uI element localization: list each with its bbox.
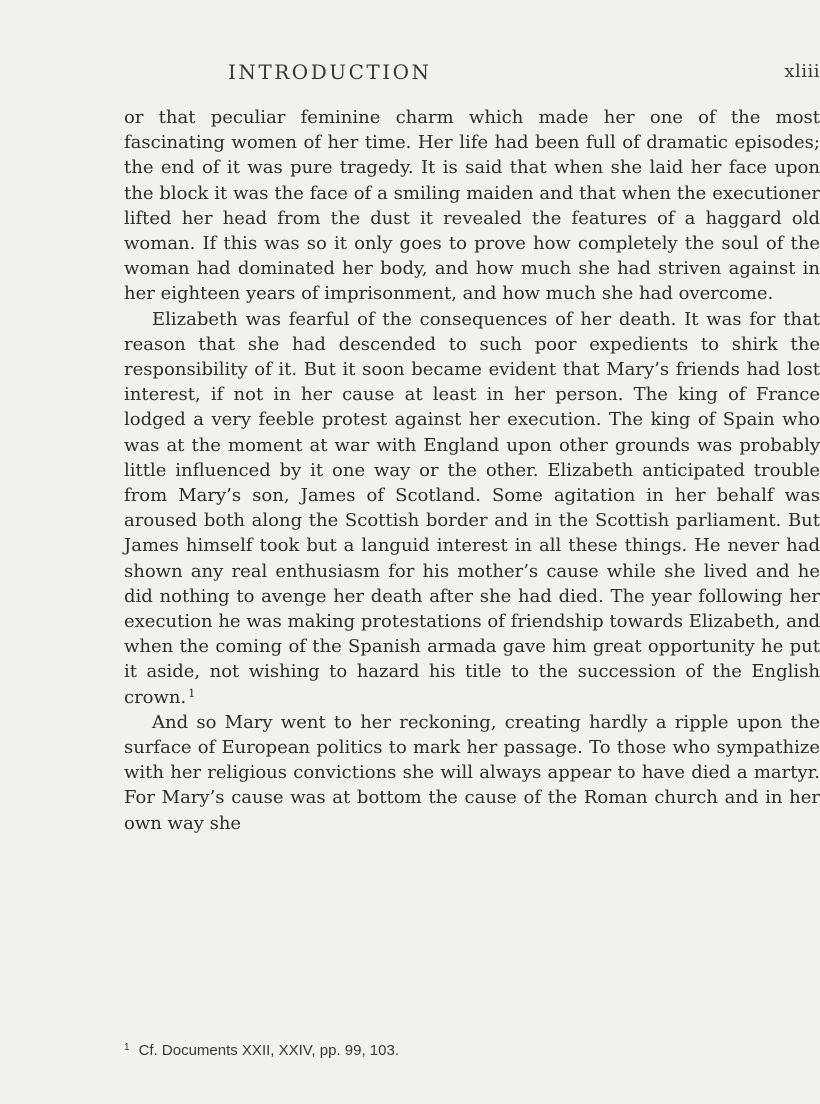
footnote [124,1042,820,1059]
footnote-reference: 1 [188,686,196,700]
paragraph: And so Mary went to her reckoning, creating hardly a ripple upon the surface of European politics to mark her passage. To those who sympathize with her religious convictions she will always appear to have died a martyr. For Mary’s cause was at bottom the cause of the Roman church and in her own way she [124,711,820,834]
page-header [124,60,820,92]
running-title: INTRODUCTION [228,60,432,84]
page-number: xliii [784,61,820,82]
footnote-text: Cf. Documents XXII, XXIV, pp. 99, 103. [138,1042,399,1059]
paragraph: or that peculiar feminine charm which made her one of the most fascinating women of her time. Her life had been full of dramatic episodes; the end of it was pure tragedy. It is said that when she laid her face upon the block it was the face of a smiling maiden and that when the executioner lifted her head from the dust it revealed the features of a haggard old woman. If this was so it only goes to prove how completely the soul of the woman had dominated her body, and how much she had striven against in her eighteen years of imprisonment, and how much she had overcome. [124,107,820,305]
footnote-number: 1 [124,1042,130,1053]
paragraph [124,307,820,710]
body-text [124,105,820,836]
paragraph-text: Elizabeth was fearful of the consequences of her death. It was for that reason that she had descended to such poor expedients to shirk the responsibility of it. But it soon became evident that Mary’s friends had lost interest, if not in her cause at least in her person. The king of France lodged a very feeble protest against her execution. The king of Spain who was at the moment at war with England upon other grounds was probably little influenced by it one way or the other. Elizabeth anticipated trouble from Mary’s son, James of Scotland. Some agitation in her behalf was aroused both along the Scottish border and in the Scottish parliament. But James himself took but a languid interest in all these things. He never had shown any real enthusiasm for his mother’s cause while she lived and he did nothing to avenge her death after she had died. The year following her execution he was making protestations of friendship towards Elizabeth, and when the coming of the Spanish armada gave him great opportunity he put it aside, not wishing to hazard his title to the succession of the English crown. [124,308,820,708]
